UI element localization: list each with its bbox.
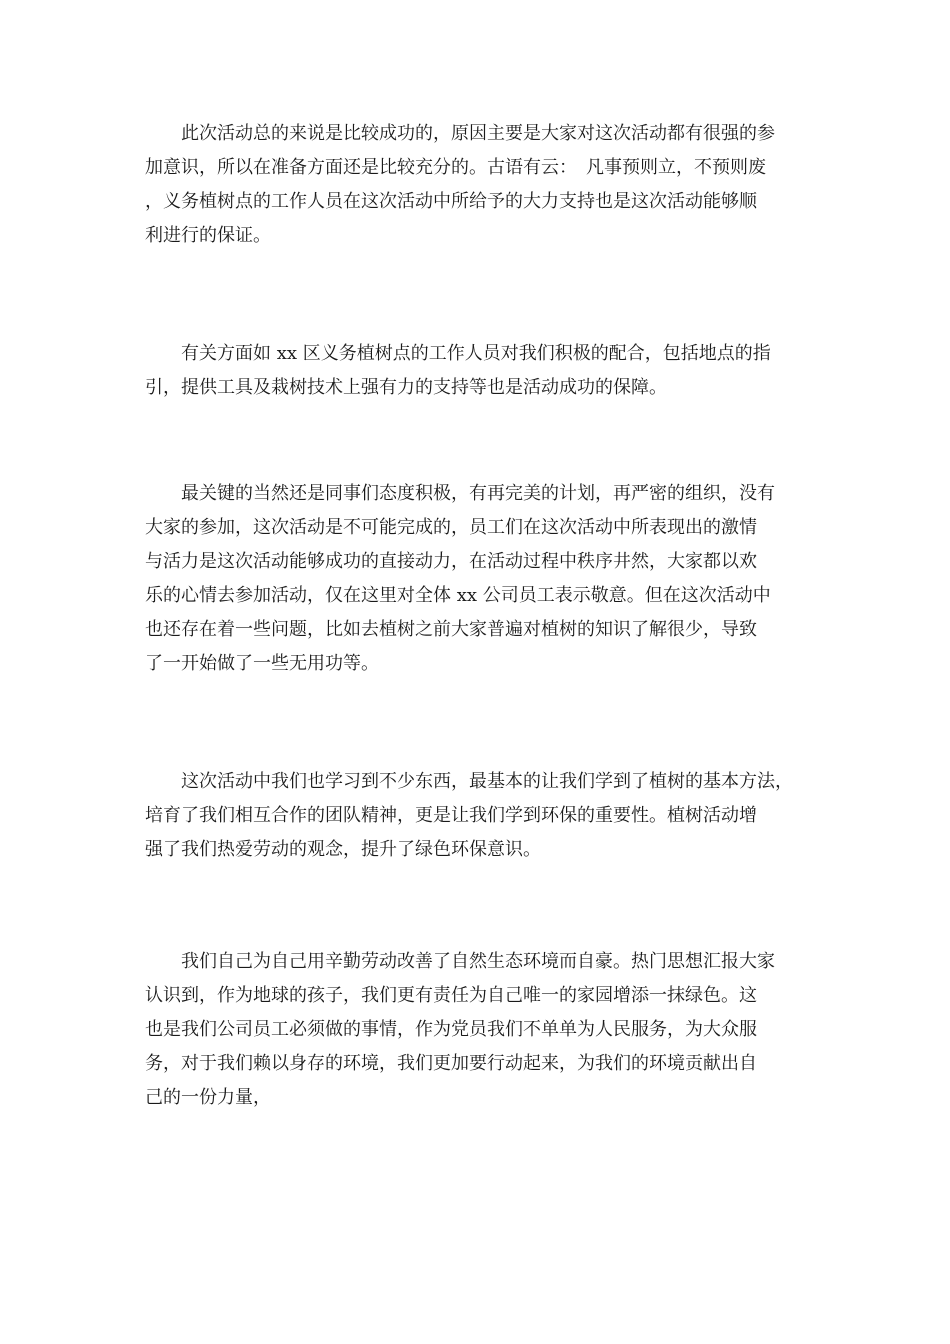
paragraph-environmental-pride <box>145 945 845 1115</box>
paragraph-line: 与活力是这次活动能够成功的直接动力，在活动过程中秩序井然，大家都以欢 <box>145 551 757 572</box>
paragraph-line: 此次活动总的来说是比较成功的，原因主要是大家对这次活动都有很强的参 <box>145 123 775 144</box>
paragraph-activity-success <box>145 117 845 253</box>
paragraph-line: 引，提供工具及栽树技术上强有力的支持等也是活动成功的保障。 <box>145 377 667 398</box>
paragraph-line: 加意识，所以在准备方面还是比较充分的。古语有云： 凡事预则立，不预则废 <box>145 157 766 178</box>
paragraph-line: 也还存在着一些问题，比如去植树之前大家普遍对植树的知识了解很少，导致 <box>145 619 757 640</box>
paragraph-colleague-attitude <box>145 477 845 681</box>
paragraph-line: 己的一份力量， <box>145 1087 271 1108</box>
paragraph-line: 培育了我们相互合作的团队精神，更是让我们学到环保的重要性。植树活动增 <box>145 805 757 826</box>
paragraph-line: 认识到，作为地球的孩子，我们更有责任为自己唯一的家园增添一抹绿色。这 <box>145 985 757 1006</box>
paragraph-line: 利进行的保证。 <box>145 225 271 246</box>
paragraph-lessons-learned <box>145 765 845 867</box>
paragraph-line: 也是我们公司员工必须做的事情，作为党员我们不单单为人民服务，为大众服 <box>145 1019 757 1040</box>
paragraph-line: 有关方面如 xx 区义务植树点的工作人员对我们积极的配合，包括地点的指 <box>145 343 771 364</box>
paragraph-line: ，义务植树点的工作人员在这次活动中所给予的大力支持也是这次活动能够顺 <box>145 191 757 212</box>
paragraph-line: 强了我们热爱劳动的观念，提升了绿色环保意识。 <box>145 839 541 860</box>
paragraph-line: 了一开始做了一些无用功等。 <box>145 653 379 674</box>
paragraph-line: 我们自己为自己用辛勤劳动改善了自然生态环境而自豪。热门思想汇报大家 <box>145 951 775 972</box>
paragraph-line: 务，对于我们赖以身存的环境，我们更加要行动起来，为我们的环境贡献出自 <box>145 1053 757 1074</box>
paragraph-cooperation <box>145 337 845 405</box>
paragraph-line: 这次活动中我们也学习到不少东西，最基本的让我们学到了植树的基本方法， <box>145 771 793 792</box>
paragraph-line: 最关键的当然还是同事们态度积极，有再完美的计划，再严密的组织，没有 <box>145 483 775 504</box>
paragraph-line: 大家的参加，这次活动是不可能完成的，员工们在这次活动中所表现出的激情 <box>145 517 757 538</box>
paragraph-line: 乐的心情去参加活动，仅在这里对全体 xx 公司员工表示敬意。但在这次活动中 <box>145 585 771 606</box>
